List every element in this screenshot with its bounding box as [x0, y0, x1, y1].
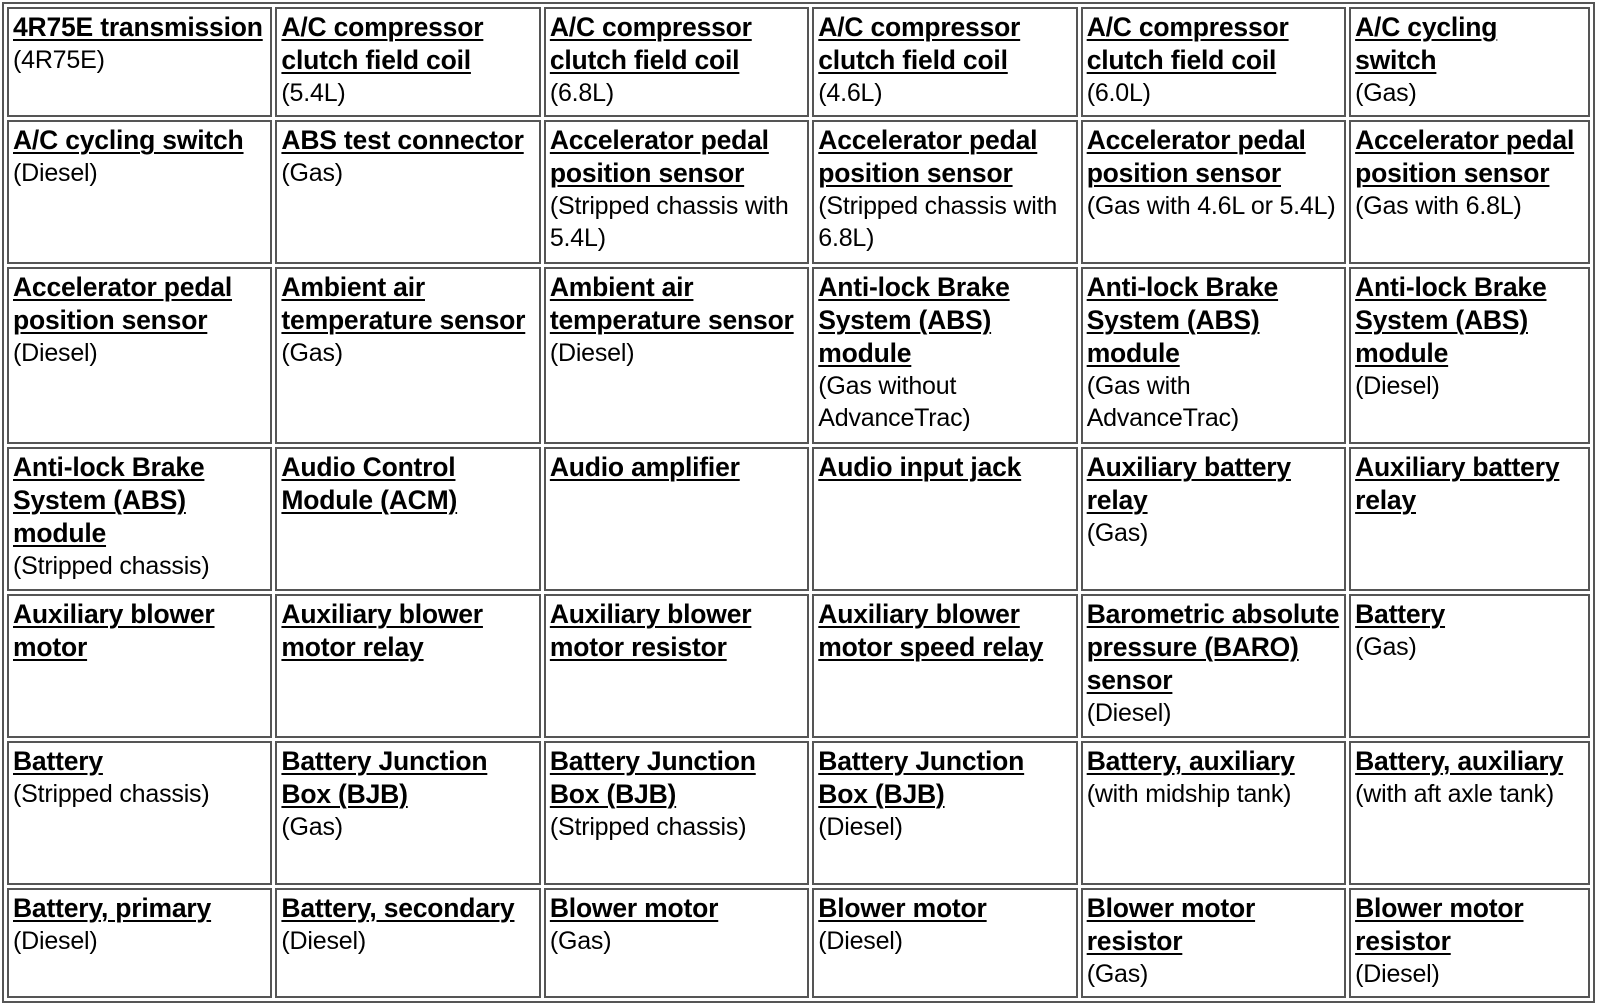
component-variant: (Stripped chassis with 6.8L)	[818, 192, 1058, 253]
component-variant: (Diesel)	[1355, 959, 1440, 988]
component-variant: (with aft axle tank)	[1355, 779, 1554, 808]
component-link[interactable]: Barometric absolute pressure (BARO) sensor	[1086, 599, 1340, 696]
table-cell	[812, 888, 1077, 998]
component-variant: (Diesel)	[13, 339, 98, 368]
component-variant: (Stripped chassis)	[549, 812, 747, 841]
table-cell	[275, 7, 540, 117]
component-link[interactable]: Auxiliary blower motor relay	[281, 599, 483, 663]
table-cell	[275, 447, 540, 591]
table-cell	[812, 447, 1077, 591]
table-cell	[7, 741, 272, 885]
component-link[interactable]: A/C compressor clutch field coil	[281, 12, 484, 75]
component-link[interactable]: Accelerator pedal position sensor	[1086, 125, 1306, 189]
component-link[interactable]: Battery, auxiliary	[1355, 745, 1564, 776]
table-row	[7, 447, 1590, 591]
table-cell	[1349, 120, 1590, 264]
component-variant: (Gas)	[1355, 79, 1417, 107]
component-link[interactable]: Battery, auxiliary	[1086, 745, 1295, 776]
table-row	[7, 120, 1590, 264]
table-cell	[275, 120, 540, 264]
table-cell	[7, 7, 272, 117]
table-cell	[812, 267, 1077, 444]
component-link[interactable]: Battery Junction Box (BJB)	[549, 745, 756, 809]
component-link[interactable]: Audio input jack	[818, 452, 1022, 483]
table-cell	[1081, 7, 1346, 117]
component-variant: (Gas)	[281, 812, 343, 841]
table-cell	[544, 120, 809, 264]
component-variant: (Gas)	[281, 339, 343, 368]
component-link[interactable]: Ambient air temperature sensor	[549, 272, 794, 336]
table-cell	[275, 267, 540, 444]
component-link[interactable]: A/C compressor clutch field coil	[1086, 12, 1289, 75]
table-cell	[7, 267, 272, 444]
component-variant: (Gas)	[1086, 519, 1149, 548]
component-link[interactable]: Auxiliary battery relay	[1355, 452, 1560, 516]
table-row	[7, 741, 1590, 885]
component-variant: (Diesel)	[818, 926, 903, 955]
table-cell	[1081, 447, 1346, 591]
component-variant: (Diesel)	[818, 812, 903, 841]
component-variant: (6.0L)	[1086, 79, 1151, 107]
component-variant: (Gas)	[1355, 633, 1417, 662]
component-link[interactable]: Accelerator pedal position sensor	[13, 272, 233, 336]
component-variant: (Gas with 4.6L or 5.4L)	[1086, 192, 1336, 221]
component-link[interactable]: A/C cycling switch	[1355, 12, 1498, 75]
table-cell	[1081, 741, 1346, 885]
table-cell	[1081, 267, 1346, 444]
component-link[interactable]: Blower motor	[818, 892, 987, 923]
table-cell	[1349, 7, 1590, 117]
component-link[interactable]: A/C compressor clutch field coil	[818, 12, 1021, 75]
component-link[interactable]: A/C compressor clutch field coil	[549, 12, 752, 75]
component-link[interactable]: Blower motor	[549, 892, 719, 923]
component-link[interactable]: Accelerator pedal position sensor	[549, 125, 769, 189]
table-cell	[7, 447, 272, 591]
table-cell	[544, 447, 809, 591]
component-variant: (Gas)	[281, 159, 343, 188]
component-variant: (4.6L)	[818, 79, 883, 107]
component-link[interactable]: ABS test connector	[281, 125, 524, 156]
component-variant: (Stripped chassis with 5.4L)	[549, 192, 789, 253]
table-cell	[1081, 120, 1346, 264]
table-cell	[7, 594, 272, 738]
component-link[interactable]: Ambient air temperature sensor	[281, 272, 526, 336]
component-link[interactable]: Audio Control Module (ACM)	[281, 452, 458, 516]
component-variant: (4R75E)	[13, 46, 105, 74]
component-link[interactable]: Battery Junction Box (BJB)	[281, 745, 488, 809]
table-cell	[544, 741, 809, 885]
component-variant: (Diesel)	[13, 159, 98, 188]
component-variant: (Diesel)	[549, 339, 635, 368]
table-cell	[544, 7, 809, 117]
table-cell	[1349, 447, 1590, 591]
component-variant: (Gas)	[549, 926, 612, 955]
component-link[interactable]: 4R75E transmission	[13, 12, 263, 42]
table-row	[7, 594, 1590, 738]
component-link[interactable]: Auxiliary blower motor speed relay	[818, 599, 1044, 663]
component-link[interactable]: Accelerator pedal position sensor	[818, 125, 1038, 189]
table-cell	[812, 741, 1077, 885]
table-cell	[544, 267, 809, 444]
component-variant: (Stripped chassis)	[13, 779, 210, 808]
component-link[interactable]: Battery Junction Box (BJB)	[818, 745, 1025, 809]
component-link[interactable]: Auxiliary blower motor resistor	[549, 599, 752, 663]
table-cell	[812, 594, 1077, 738]
component-link[interactable]: Anti-lock Brake System (ABS) module	[1086, 272, 1279, 369]
table-cell	[7, 888, 272, 998]
component-link[interactable]: Auxiliary battery relay	[1086, 452, 1291, 516]
table-cell	[1081, 594, 1346, 738]
component-variant: (5.4L)	[281, 79, 346, 107]
component-link[interactable]: Battery, primary	[13, 892, 212, 923]
table-cell	[1349, 741, 1590, 885]
component-variant: (Gas with 6.8L)	[1355, 192, 1522, 221]
component-index-table	[2, 2, 1595, 1003]
table-row	[7, 7, 1590, 117]
table-cell	[275, 594, 540, 738]
table-cell	[275, 741, 540, 885]
table-cell	[7, 120, 272, 264]
component-link[interactable]: Anti-lock Brake System (ABS) module	[818, 272, 1010, 369]
component-variant: (Stripped chassis)	[13, 552, 210, 581]
table-cell	[544, 888, 809, 998]
component-variant: (Diesel)	[281, 926, 366, 955]
component-variant: (6.8L)	[549, 79, 614, 107]
table-cell	[1349, 594, 1590, 738]
component-link[interactable]: Anti-lock Brake System (ABS) module	[1355, 272, 1547, 369]
component-variant: (Diesel)	[13, 926, 98, 955]
component-link[interactable]: A/C cycling switch	[13, 125, 244, 156]
component-variant: (with midship tank)	[1086, 779, 1292, 808]
component-link[interactable]: Auxiliary blower motor	[13, 599, 215, 663]
table-cell	[544, 594, 809, 738]
component-link[interactable]: Battery	[1355, 599, 1446, 630]
component-variant: (Gas without AdvanceTrac)	[818, 372, 971, 433]
table-row	[7, 888, 1590, 998]
table-cell	[812, 120, 1077, 264]
component-variant: (Gas)	[1086, 959, 1149, 988]
component-variant: (Diesel)	[1086, 699, 1172, 728]
component-link[interactable]: Blower motor resistor	[1355, 892, 1524, 956]
table-cell	[1081, 888, 1346, 998]
table-cell	[1349, 267, 1590, 444]
component-variant: (Diesel)	[1355, 372, 1440, 401]
table-row	[7, 267, 1590, 444]
table-cell	[812, 7, 1077, 117]
component-link[interactable]: Anti-lock Brake System (ABS) module	[13, 452, 205, 549]
component-link[interactable]: Accelerator pedal position sensor	[1355, 125, 1575, 189]
component-link[interactable]: Battery, secondary	[281, 892, 515, 923]
table-cell	[1349, 888, 1590, 998]
component-link[interactable]: Battery	[13, 745, 103, 776]
component-link[interactable]: Audio amplifier	[549, 452, 740, 483]
component-link[interactable]: Blower motor resistor	[1086, 892, 1256, 956]
component-variant: (Gas with AdvanceTrac)	[1086, 372, 1239, 433]
table-cell	[275, 888, 540, 998]
